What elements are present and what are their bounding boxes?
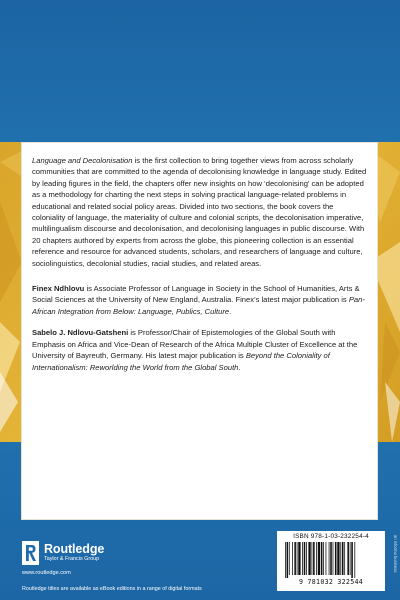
book-title: Language and Decolonisation <box>32 156 133 165</box>
back-cover-text-card <box>21 142 378 520</box>
barcode-bar <box>297 542 298 575</box>
publisher-group: Taylor & Francis Group <box>44 556 100 562</box>
barcode-bar <box>340 542 341 575</box>
barcode-bar <box>304 542 306 575</box>
barcode-bar <box>329 542 330 575</box>
isbn-barcode-box <box>277 531 385 591</box>
barcode-bar <box>306 542 307 575</box>
barcode-bar <box>350 542 351 575</box>
barcode-bar <box>342 542 344 575</box>
barcode-bar <box>351 542 353 578</box>
barcode-bar <box>302 542 303 575</box>
barcode-icon <box>283 542 379 578</box>
barcode-bar <box>347 542 349 575</box>
barcode-bar <box>321 542 323 575</box>
author-bio-end-2: . <box>238 362 241 372</box>
routledge-logo <box>22 538 142 568</box>
barcode-bar <box>316 542 317 575</box>
barcode-bar <box>312 542 313 575</box>
author-bio-end-1: . <box>229 306 232 316</box>
barcode-bar <box>326 542 327 575</box>
barcode-digits: 9 781032 322544 <box>298 578 364 586</box>
barcode-bar <box>337 542 339 575</box>
barcode-bar <box>335 542 337 575</box>
routledge-r-icon <box>22 541 39 565</box>
author-publication-1: Pan-African Integration from Below: Language, Publics, Culture <box>32 295 365 316</box>
publisher-website: www.routledge.com <box>22 570 71 576</box>
barcode-bar <box>344 542 345 575</box>
barcode-bar <box>289 542 290 575</box>
barcode-bar <box>313 542 315 575</box>
book-description <box>32 155 367 269</box>
author-publication-2: Beyond the Coloniality of Internationalism: Reworlding the World from the Global South <box>32 351 330 372</box>
barcode-bar <box>298 542 300 575</box>
top-blue-band <box>0 0 400 142</box>
barcode-bar <box>323 542 324 575</box>
author-bio-1 <box>32 283 367 317</box>
barcode-bar <box>287 542 289 578</box>
barcode-bar <box>292 542 293 575</box>
author-bio-2 <box>32 327 367 373</box>
barcode-bar <box>354 542 355 578</box>
author-name-1: Finex Ndhlovu <box>32 284 85 294</box>
barcode-bar <box>285 542 286 578</box>
isbn-label: ISBN 978-1-03-232254-4 <box>293 533 369 540</box>
author-name-2: Sabelo J. Ndlovu-Gatsheni <box>32 328 129 338</box>
barcode-bar <box>318 542 320 575</box>
description-text: is the first collection to bring together views from across scholarly communities that are committed to the agenda of decolonising knowledge in language study. Edited by leading figures in the field, the chapters offer new insights on how ‘decolonising’ can be adopted as a methodology for charting the next steps in solving practical language-related problems in educational and related social policy areas. Divided into two sections, the book covers the coloniality of language, the materiality of culture and colonial scripts, the decolonisation imperative, multilingualism discourse and decolonisation, and decolonising languages in public discourse. With 20 chapters authored by experts from across the globe, this pioneering collection is an essential reference and resource for advanced students, scholars, and researchers of language and culture, sociolinguistics, decolonial studies, racial studies, and related areas. <box>32 156 367 268</box>
barcode-bar <box>333 542 334 575</box>
barcode-bar <box>294 542 296 575</box>
author-bio-text-1: is Associate Professor of Language in Society in the School of Humanities, Arts & Social Sciences at the University of New England, Australia. Finex’s latest major publication is <box>32 284 360 305</box>
publisher-name: Routledge <box>44 542 105 556</box>
informa-side-tag: an informa business <box>393 535 398 573</box>
barcode-bar <box>308 542 310 575</box>
barcode-bar <box>330 542 332 575</box>
ebook-availability-note: Routledge titles are available as eBook editions in a range of digital formats <box>22 586 202 592</box>
author-bio-text-2: is Professor/Chair of Epistemologies of the Global South with Emphasis on Africa and Vice-Dean of Research of the Africa Multiple Cluster of Excellence at the University of Bayreuth, Germany. His latest major publication is <box>32 328 358 361</box>
